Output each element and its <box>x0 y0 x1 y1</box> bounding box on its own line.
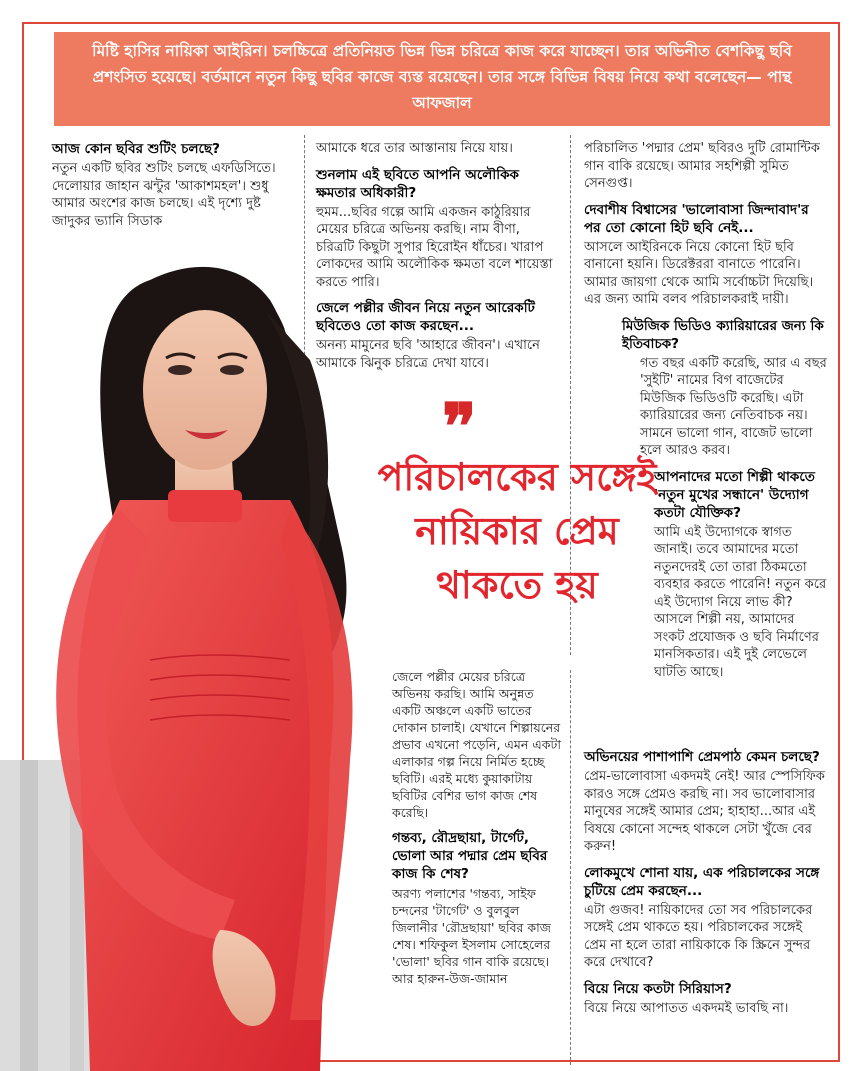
question: বিয়ে নিয়ে কতটা সিরিয়াস? <box>584 980 732 997</box>
question: গন্তব্য, রৌদ্রছায়া, টার্গেট, ভোলা আর পদ্মার প্রেম ছবির কাজ কি শেষ? <box>392 830 548 882</box>
answer: আসলে আইরিনকে নিয়ে কোনো হিট ছবি বানানো হয়নি। ডিরেক্টররা বানাতে পারেনি। আমার জায়গা থেকে আমি সর্বোচ্চটা দিয়েছি। এর জন্য আমি বলব পরিচালকরাই দায়ী। <box>584 239 814 307</box>
column-1 <box>52 140 292 238</box>
answer: গত বছর একটি করেছি, আর এ বছর 'সুইটি' নামের বিগ বাজেটের মিউজিক ভিডিওটি করেছি। এটা ক্যারিয়ারের জন্য নেতিবাচক নয়। সামনে ভালো গান, বাজেট ভালো হলে আরও করব। <box>640 355 827 458</box>
question: শুনলাম এই ছবিতে আপনি অলৌকিক ক্ষমতার অধিকারী? <box>316 166 519 201</box>
answer: বিয়ে নিয়ে আপাতত একদমই ভাবছি না। <box>584 1000 789 1016</box>
quote-mark-icon: ❞ <box>442 390 477 465</box>
column-divider <box>570 670 571 1065</box>
question: মিউজিক ভিডিও ক্যারিয়ারের জন্য কি ইতিবাচক? <box>622 317 824 352</box>
question: আজ কোন ছবির শুটিং চলছে? <box>52 141 220 157</box>
question: দেবাশীষ বিশ্বাসের 'ভালোবাসা জিন্দাবাদ'র পর তো কোনো হিট ছবি নেই... <box>584 201 809 236</box>
question: জেলে পল্লীর জীবন নিয়ে নতুন আরেকটি ছবিতেও তো কাজ করছেন... <box>316 300 535 334</box>
question: লোকমুখে শোনা যায়, এক পরিচালকের সঙ্গে চুটিয়ে প্রেম করছেন... <box>584 864 820 899</box>
actress-photo <box>0 240 420 1071</box>
answer: আমাকে ধরে তার আস্তানায় নিয়ে যায়। <box>316 141 513 156</box>
answer: জেলে পল্লীর মেয়ের চরিত্রে অভিনয় করছি। আমি অনুন্নত একটি অঞ্চলে একটি ভাতের দোকান চালাই। যেখানে শিল্পায়নের প্রভাব এখনো পড়েনি, এমন একটা এলাকার গল্প নিয়ে নির্মিত হচ্ছে ছবিটি। এরই মধ্যে কুয়াকাটায় ছবিটির বেশির ভাগ কাজ শেষ করেছি। <box>392 669 561 820</box>
answer: পরিচালিত 'পদ্মার প্রেম' ছবিরও দুটি রোমান্টিক গান বাকি রয়েছে। আমার সহশিল্পী সুমিত সেনগুপ্ত। <box>584 141 820 191</box>
answer: এটা গুজব! নায়িকাদের তো সব পরিচালকের সঙ্গেই প্রেম থাকতে হয়। পরিচালকের সঙ্গেই প্রেম না হলে তারা নায়িকাকে কি স্ক্রিনে সুন্দর করে দেখাবে? <box>584 902 813 970</box>
answer: অরণ্য পলাশের 'গন্তব্য, সাইফ চন্দনের 'টার্গেট' ও বুলবুল জিলানীর 'রৌদ্রছায়া' ছবির কাজ শেষ। শফিকুল ইসলাম সোহেলের 'ভোলা' ছবির গান বাকি রয়েছে। আর হারুন-উজ-জামান <box>392 886 551 986</box>
pull-quote-headline: পরিচালকের সঙ্গেই নায়িকার প্রেম থাকতে হয় <box>377 455 657 607</box>
answer: প্রেম-ভালোবাসা একদমই নেই! আর স্পেসিফিক কারও সঙ্গে প্রেমও করছি না। সব ভালোবাসার মানুষের সঙ্গেই আমার প্রেম; হাহাহা...আর এই বিষয়ে কোনো সন্দেহ থাকলে সেটা খুঁজে বের করুন! <box>584 769 825 854</box>
answer: নতুন একটি ছবির শুটিং চলছে এফডিসিতে। দেলোয়ার জাহান ঝন্টুর 'আকাশমহল'। শুধু আমার অংশের কাজ চলছে। এই দৃশ্যে দুষ্ট জাদুকর ভ্যানি সিডাক <box>52 161 276 229</box>
question: আপনাদের মতো শিল্পী থাকতে 'নতুন মুখের সন্ধানে' উদ্যোগ কতটা যৌক্তিক? <box>654 468 815 521</box>
answer: হুমম...ছবির গল্পে আমি একজন কাঠুরিয়ার মেয়ের চরিত্রে অভিনয় করছি। নাম বীণা, চরিত্রটি কিছুটা সুপার হিরোইন ধাঁচের। খারাপ লোকদের আমি অলৌকিক ক্ষমতা বলে শায়েস্তা করতে পারি। <box>316 204 553 290</box>
column-3-lower <box>584 748 828 1025</box>
answer: অনন্য মামুনের ছবি 'আহারে জীবন'। এখানে আমাকে ঝিনুক চরিত্রে দেখা যাবে। <box>316 338 540 371</box>
answer: আমি এই উদ্যোগকে স্বাগত জানাই। তবে আমাদের মতো নতুনদেরই তো তারা ঠিকমতো ব্যবহার করতে পারেনি! নতুন করে এই উদ্যোগ নিয়ে লাভ কী? আসলে শিল্পী নয়, আমাদের সংকট প্রযোজক ও ছবি নির্মাণের মানসিকতার। এই দুই লেভেলে ঘাটতি আছে। <box>654 524 827 680</box>
intro-banner: মিষ্টি হাসির নায়িকা আইরিন। চলচ্চিত্রে প্রতিনিয়ত ভিন্ন ভিন্ন চরিত্রে কাজ করে যাচ্ছেন। তার অভিনীত বেশকিছু ছবি প্রশংসিত হয়েছে। বর্তমানে নতুন কিছু ছবির কাজে ব্যস্ত রয়েছেন। তার সঙ্গে বিভিন্ন বিষয় নিয়ে কথা বলেছেন— পান্থ আফজাল <box>54 32 830 126</box>
question: অভিনয়ের পাশাপাশি প্রেমপাঠ কেমন চলছে? <box>584 749 820 765</box>
